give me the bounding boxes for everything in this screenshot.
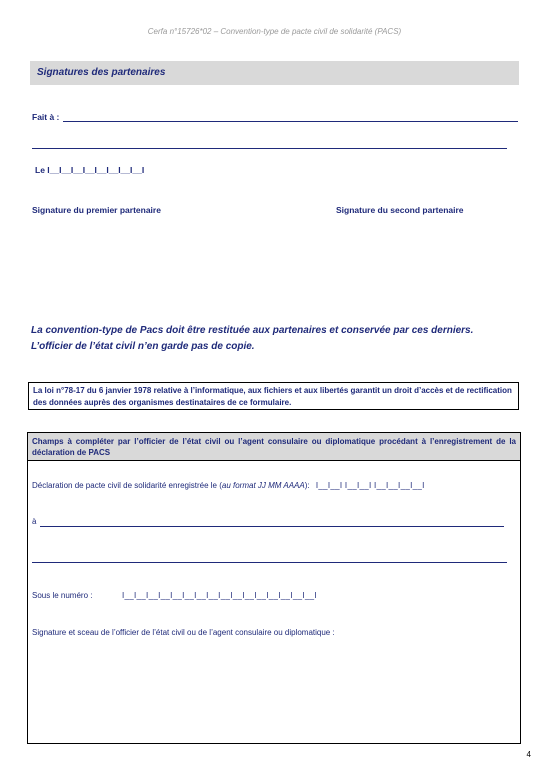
second-partner-signature-area[interactable]	[336, 222, 516, 312]
first-partner-signature-area[interactable]	[32, 222, 232, 312]
first-partner-signature-label: Signature du premier partenaire	[32, 205, 161, 215]
registration-date-suffix: ):	[304, 481, 310, 490]
registration-date-row	[32, 481, 425, 490]
number-boxes[interactable]: I__I__I__I__I__I__I__I__I__I__I__I__I__I__I__I__I	[122, 591, 317, 600]
a-second-line[interactable]	[32, 562, 507, 563]
fait-a-field[interactable]	[63, 121, 518, 122]
restitution-notice	[31, 323, 521, 355]
registration-date-format: au format JJ MM AAAA	[221, 481, 305, 490]
le-label: Le	[35, 165, 45, 175]
officer-signature-label: Signature et sceau de l’officier de l’état civil ou de l’agent consulaire ou diplomatique :	[32, 628, 335, 637]
registration-date-boxes[interactable]: I__I__I I__I__I I__I__I__I__I	[315, 481, 425, 490]
second-partner-signature-label: Signature du second partenaire	[336, 205, 464, 215]
cerfa-header: Cerfa n°15726*02 – Convention-type de pacte civil de solidarité (PACS)	[147, 27, 402, 36]
restitution-notice-line2: L’officier de l’état civil n’en garde pas de copie.	[31, 341, 255, 352]
officer-registration-box	[27, 432, 521, 744]
signatures-section-bar	[30, 61, 519, 85]
page-number: 4	[526, 750, 531, 759]
law-notice-box	[28, 382, 519, 410]
fait-a-label: Fait à :	[32, 112, 60, 122]
date-boxes[interactable]: I__I__I__I__I__I__I__I__I	[47, 165, 145, 175]
law-notice-text: La loi n°78-17 du 6 janvier 1978 relative à l’informatique, aux fichiers et aux libertés garantit un droit d’accès et de rectification des données auprès des organismes destinataires de ce formulaire.	[33, 386, 512, 407]
number-label: Sous le numéro :	[32, 591, 93, 600]
a-label: à	[32, 517, 37, 526]
restitution-notice-line1: La convention-type de Pacs doit être restituée aux partenaires et conservée par ces derniers.	[31, 325, 474, 336]
officer-signature-area[interactable]	[32, 645, 512, 735]
date-row	[35, 165, 144, 175]
fait-a-second-line[interactable]	[32, 148, 507, 149]
officer-box-heading: Champs à compléter par l’officier de l’état civil ou l’agent consulaire ou diplomatique procédant à l’enregistrement de la déclaration de PACS	[28, 433, 520, 461]
registration-date-prefix: Déclaration de pacte civil de solidarité enregistrée le (	[32, 481, 222, 490]
signatures-section-title: Signatures des partenaires	[37, 67, 166, 78]
a-field[interactable]	[40, 526, 504, 527]
